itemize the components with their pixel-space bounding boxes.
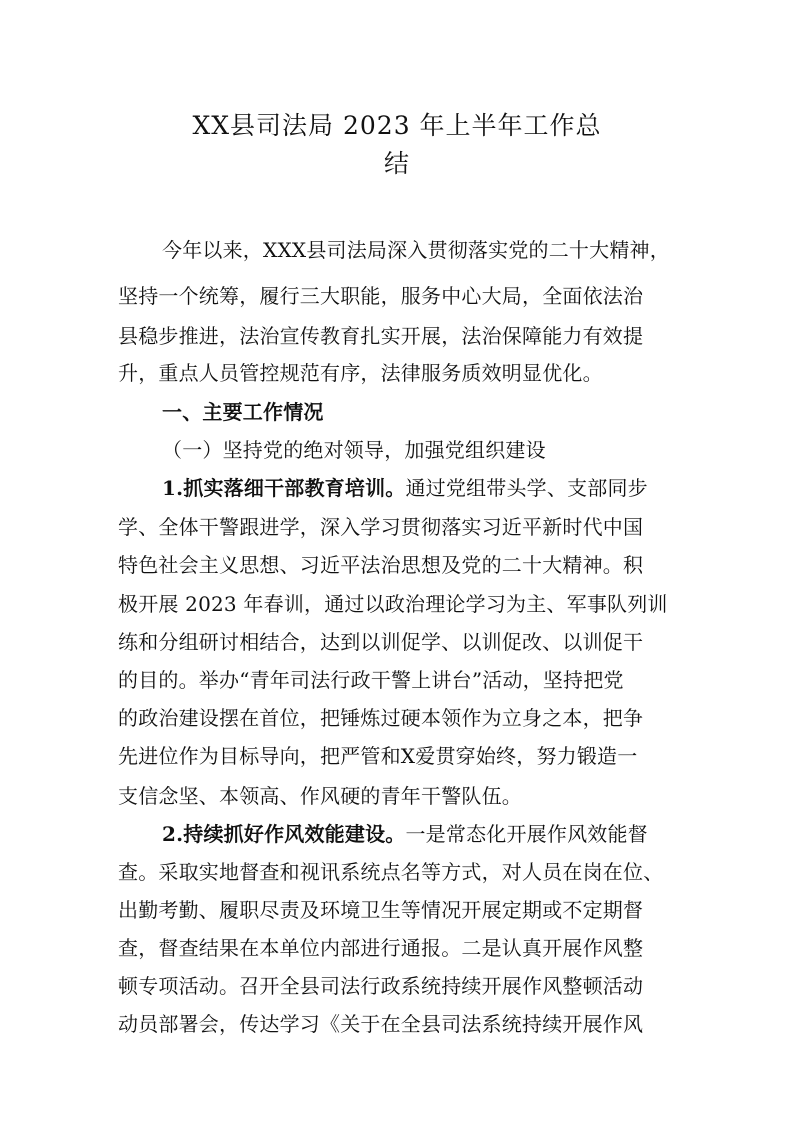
paragraph-line: 支信念坚、本领高、作风硬的青年干警队伍。: [118, 784, 522, 808]
item-heading-2: 2.持续抓好作风效能建设。: [162, 822, 406, 846]
paragraph-line: 查。采取实地督查和视讯系统点名等方式，对人员在岗在位、: [118, 860, 664, 884]
paragraph-text: 一是常态化开展作风效能督: [405, 822, 648, 846]
paragraph-line: [162, 474, 722, 502]
paragraph-line: 出勤考勤、履职尽责及环境卫生等情况开展定期或不定期督: [118, 898, 644, 922]
paragraph-line: 练和分组研讨相结合，达到以训促学、以训促改、以训促干: [118, 630, 644, 654]
paragraph-line: 特色社会主义思想、习近平法治思想及党的二十大精神。积: [118, 553, 644, 577]
paragraph-line: 动员部署会，传达学习《关于在全县司法系统持续开展作风: [118, 1012, 644, 1036]
paragraph-line: 的政治建设摆在首位，把锤炼过硬本领作为立身之本，把争: [118, 706, 644, 730]
document-title-line-1: XX县司法局 2023 年上半年工作总: [192, 111, 602, 140]
paragraph-line: [162, 820, 722, 848]
document-title-line-2: 结: [383, 149, 410, 178]
paragraph-line: 升，重点人员管控规范有序，法律服务质效明显优化。: [118, 361, 603, 385]
paragraph-text: 通过党组带头学、支部同步: [405, 476, 648, 500]
paragraph-line: 县稳步推进，法治宣传教育扎实开展，法治保障能力有效提: [118, 324, 644, 348]
paragraph-line: 极开展 2023 年春训，通过以政治理论学习为主、军事队列训: [118, 592, 668, 616]
subsection-heading: （一）坚持党的绝对领导，加强党组织建设: [162, 438, 546, 462]
paragraph-line: 今年以来，XXX县司法局深入贯彻落实党的二十大精神，: [162, 238, 670, 262]
paragraph-line: 坚持一个统筹，履行三大职能，服务中心大局，全面依法治: [118, 284, 644, 308]
paragraph-line: 的目的。举办“青年司法行政干警上讲台”活动，坚持把党: [118, 668, 624, 692]
paragraph-line: 学、全体干警跟进学，深入学习贯彻落实习近平新时代中国: [118, 515, 644, 539]
paragraph-line: 顿专项活动。召开全县司法行政系统持续开展作风整顿活动: [118, 974, 644, 998]
paragraph-line: 查，督查结果在本单位内部进行通报。二是认真开展作风整: [118, 936, 644, 960]
paragraph-line: 先进位作为目标导向，把严管和X爱贯穿始终，努力锻造一: [118, 744, 638, 768]
item-heading-1: 1.抓实落细干部教育培训。: [162, 476, 406, 500]
section-heading: 一、主要工作情况: [162, 400, 324, 424]
